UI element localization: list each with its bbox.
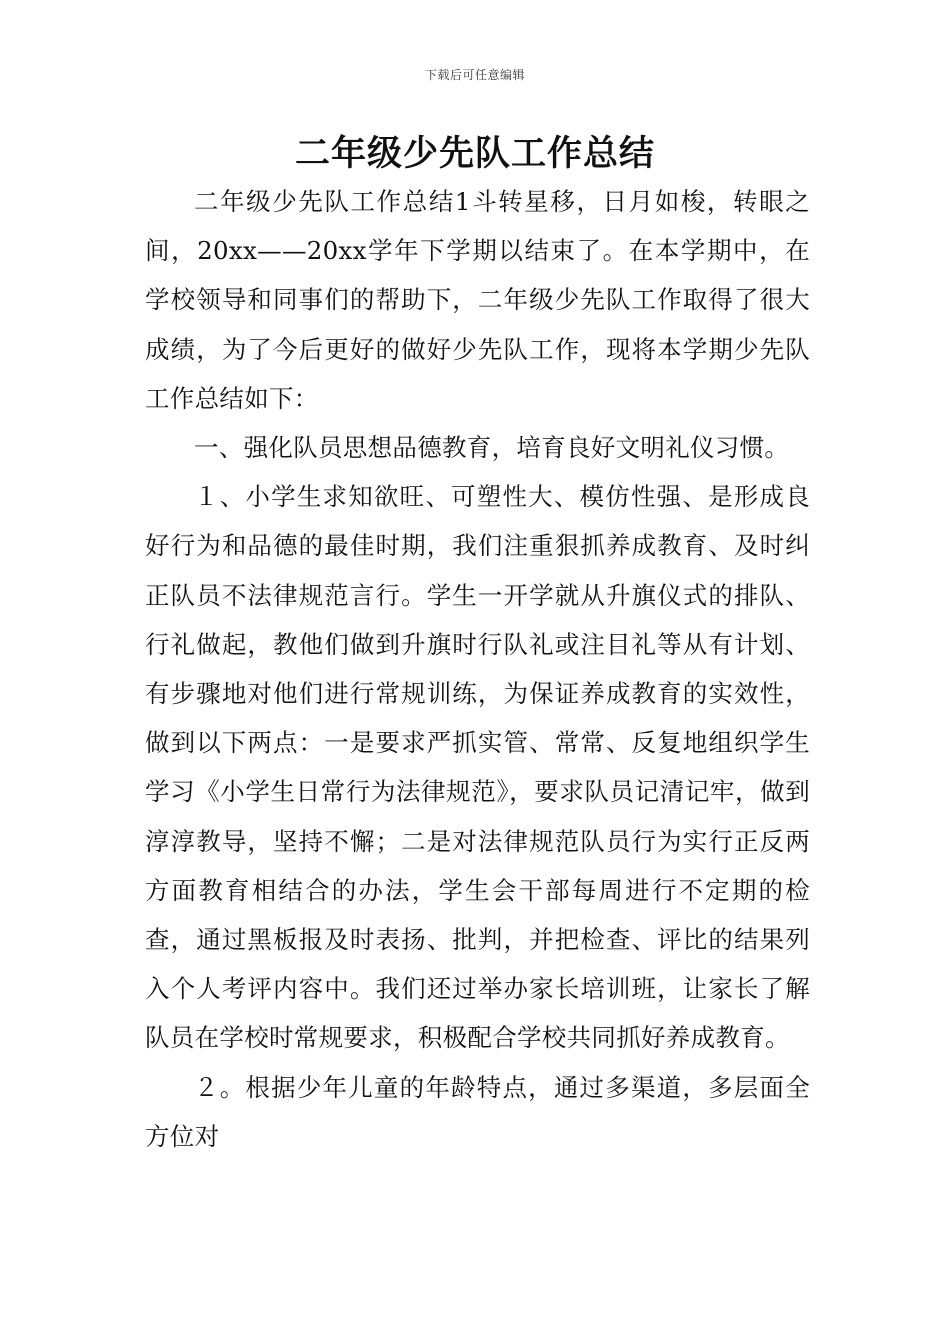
paragraph-item-2: ２。根据少年儿童的年龄特点，通过多渠道，多层面全方位对 <box>145 1072 810 1151</box>
document-title: 二年级少先队工作总结 <box>294 134 655 174</box>
paragraph-section-heading: 一、强化队员思想品德教育，培育良好文明礼仪习惯。 <box>194 433 790 463</box>
header-note: 下载后可任意编辑 <box>424 68 525 82</box>
paragraph-intro: 二年级少先队工作总结1斗转星移，日月如梭，转眼之间，20xx——20xx学年下学期以结束了。在本学期中，在学校领导和同事们的帮助下，二年级少先队工作取得了很大成绩，为了今后更好的做好少先队工作，现将本学期少先队工作总结如下： <box>145 187 810 413</box>
paragraph-item-1: １、小学生求知欲旺、可塑性大、模仿性强、是形成良好行为和品德的最佳时期，我们注重狠抓养成教育、及时纠正队员不法律规范言行。学生一开学就从升旗仪式的排队、行礼做起，教他们做到升旗时行队礼或注目礼等从有计划、有步骤地对他们进行常规训练，为保证养成教育的实效性，做到以下两点：一是要求严抓实管、常常、反复地组织学生学习《小学生日常行为法律规范》，要求队员记清记牢，做到淳淳教导，坚持不懈；二是对法律规范队员行为实行正反两方面教育相结合的办法，学生会干部每周进行不定期的检查，通过黑板报及时表扬、批判，并把检查、评比的结果列入个人考评内容中。我们还过举办家长培训班，让家长了解队员在学校时常规要求，积极配合学校共同抓好养成教育。 <box>145 482 810 1053</box>
document-body <box>145 177 810 1161</box>
